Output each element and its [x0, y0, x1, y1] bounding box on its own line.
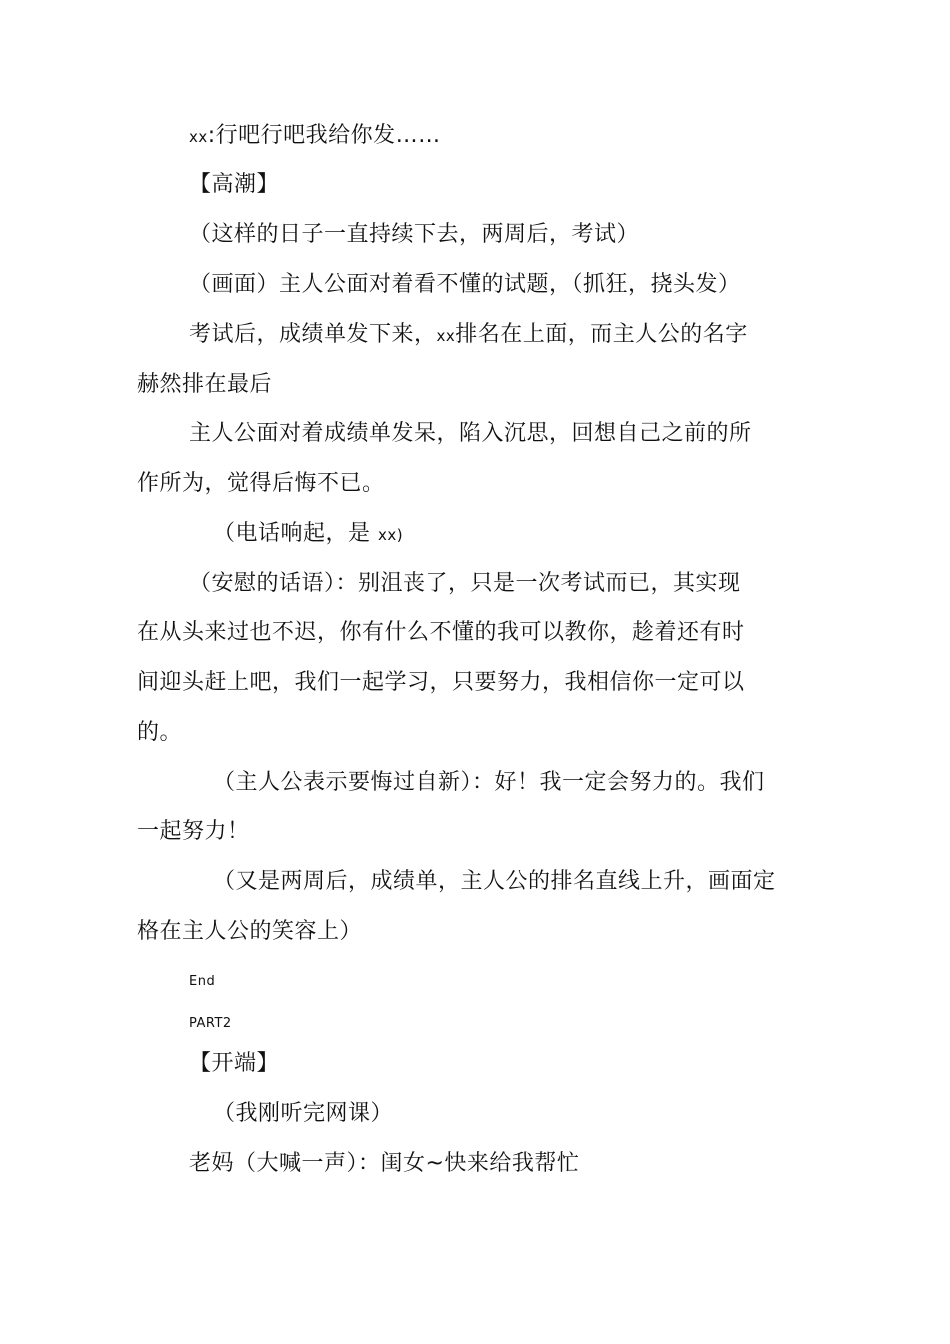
paragraph-line: （主人公表示要悔过自新）：好！我一定会努力的。我们	[213, 770, 765, 795]
paragraph-line: 作所为，觉得后悔不已。	[137, 471, 385, 496]
stage-direction: （我刚听完网课）	[213, 1101, 394, 1126]
paragraph-line: 考试后，成绩单发下来，xx排名在上面，而主人公的名字	[189, 322, 748, 347]
paragraph-line: 间迎头赶上吧，我们一起学习，只要努力，我相信你一定可以	[137, 670, 745, 695]
stage-direction: （画面）主人公面对着看不懂的试题，（抓狂，挠头发）	[189, 272, 741, 297]
end-marker: End	[189, 974, 216, 989]
stage-direction: （电话响起，是 xx)	[213, 521, 404, 546]
paragraph-line: 在从头来过也不迟，你有什么不懂的我可以教你，趁着还有时	[137, 620, 745, 645]
paragraph-line: 主人公面对着成绩单发呆，陷入沉思，回想自己之前的所	[189, 421, 752, 446]
stage-direction: （这样的日子一直持续下去，两周后，考试）	[189, 222, 640, 247]
paragraph-line: 一起努力！	[137, 819, 250, 844]
part-heading: PART2	[189, 1016, 232, 1031]
dialogue-line-xx: xx:行吧行吧我给你发……	[189, 123, 441, 148]
paragraph-line: （又是两周后，成绩单，主人公的排名直线上升，画面定	[213, 869, 776, 894]
section-heading-opening: 【开端】	[189, 1051, 280, 1076]
speaker-xx: xx	[189, 128, 208, 146]
paragraph-line: 赫然排在最后	[137, 372, 273, 397]
dialogue-line-mom: 老妈（大喊一声）：闺女~快来给我帮忙	[189, 1151, 580, 1176]
section-heading-climax: 【高潮】	[189, 172, 280, 197]
paragraph-line: 格在主人公的笑容上）	[137, 919, 363, 944]
paragraph-line: （安慰的话语）：别沮丧了，只是一次考试而已，其实现	[189, 571, 741, 596]
paragraph-line: 的。	[137, 720, 183, 745]
